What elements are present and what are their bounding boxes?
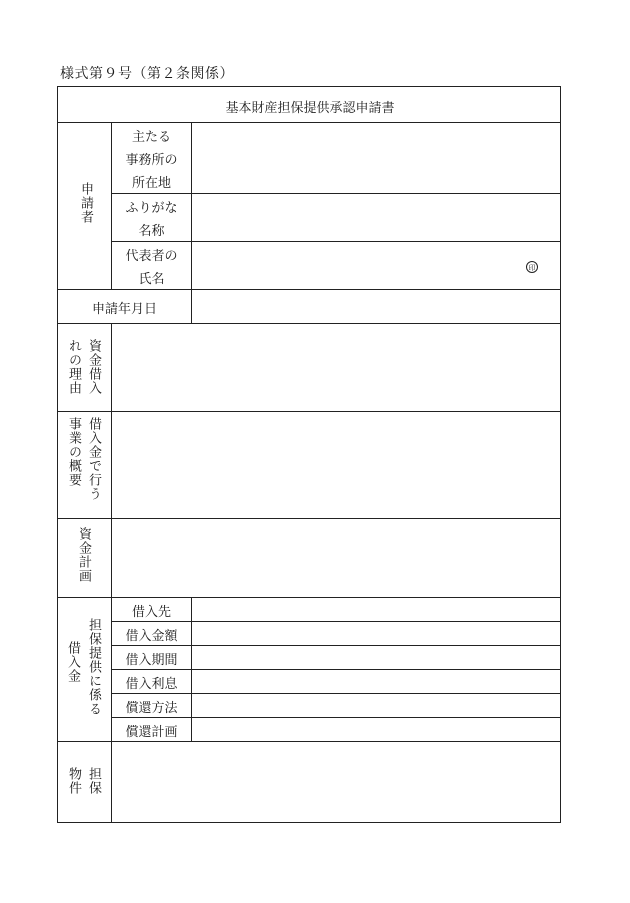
collateral-label-line-1: 担保 (86, 767, 101, 795)
seal-mark: 印 (526, 261, 538, 273)
business-label-line-2: 事業の概要 (66, 417, 81, 487)
loan-period-field[interactable] (192, 646, 560, 669)
application-form-table (57, 86, 561, 823)
name-field[interactable] (192, 194, 560, 241)
business-field[interactable] (112, 412, 560, 518)
reason-label-line-2: れの理由 (66, 339, 81, 395)
loan-row-label: 借入利息 (125, 677, 178, 692)
loan-row-label: 償還計画 (125, 725, 178, 740)
representative-label-line-2: 氏名 (138, 272, 165, 287)
loan-lender-field[interactable] (192, 598, 560, 621)
business-label-line-1: 借入金で行う (86, 417, 101, 501)
reason-label-line-1: 資金借入 (86, 339, 101, 395)
address-label-line-3: 所在地 (131, 176, 171, 191)
loan-row-label: 償還方法 (125, 701, 178, 716)
loan-repayment-plan-field[interactable] (192, 718, 560, 741)
loan-group-label: 借入金 (65, 641, 80, 683)
address-label-line-1: 主たる (131, 130, 171, 145)
form-title: 基本財産担保提供承認申請書 (225, 101, 395, 116)
form-number: 様式第９号（第２条関係） (60, 66, 234, 82)
application-date-label: 申請年月日 (91, 302, 157, 317)
loan-interest-field[interactable] (192, 670, 560, 693)
representative-field[interactable] (192, 242, 560, 289)
applicant-group-label: 申請者 (78, 182, 93, 224)
loan-row-label: 借入先 (131, 605, 171, 620)
loan-repayment-method-field[interactable] (192, 694, 560, 717)
funding-plan-label: 資金計画 (76, 527, 91, 583)
furigana-label: ふりがな (125, 201, 178, 216)
application-date-field[interactable] (192, 290, 560, 323)
collateral-label-line-2: 物件 (66, 767, 81, 795)
collateral-field[interactable] (112, 742, 560, 822)
loan-row-label: 借入金額 (125, 629, 178, 644)
loan-amount-field[interactable] (192, 622, 560, 645)
loan-sub-label: 担保提供に係る (86, 618, 101, 716)
address-label-line-2: 事務所の (125, 153, 178, 168)
funding-plan-field[interactable] (112, 519, 560, 597)
name-label: 名称 (138, 224, 165, 239)
representative-label-line-1: 代表者の (125, 249, 178, 264)
reason-field[interactable] (112, 324, 560, 411)
address-field[interactable] (192, 123, 560, 193)
loan-row-label: 借入期間 (125, 653, 178, 668)
